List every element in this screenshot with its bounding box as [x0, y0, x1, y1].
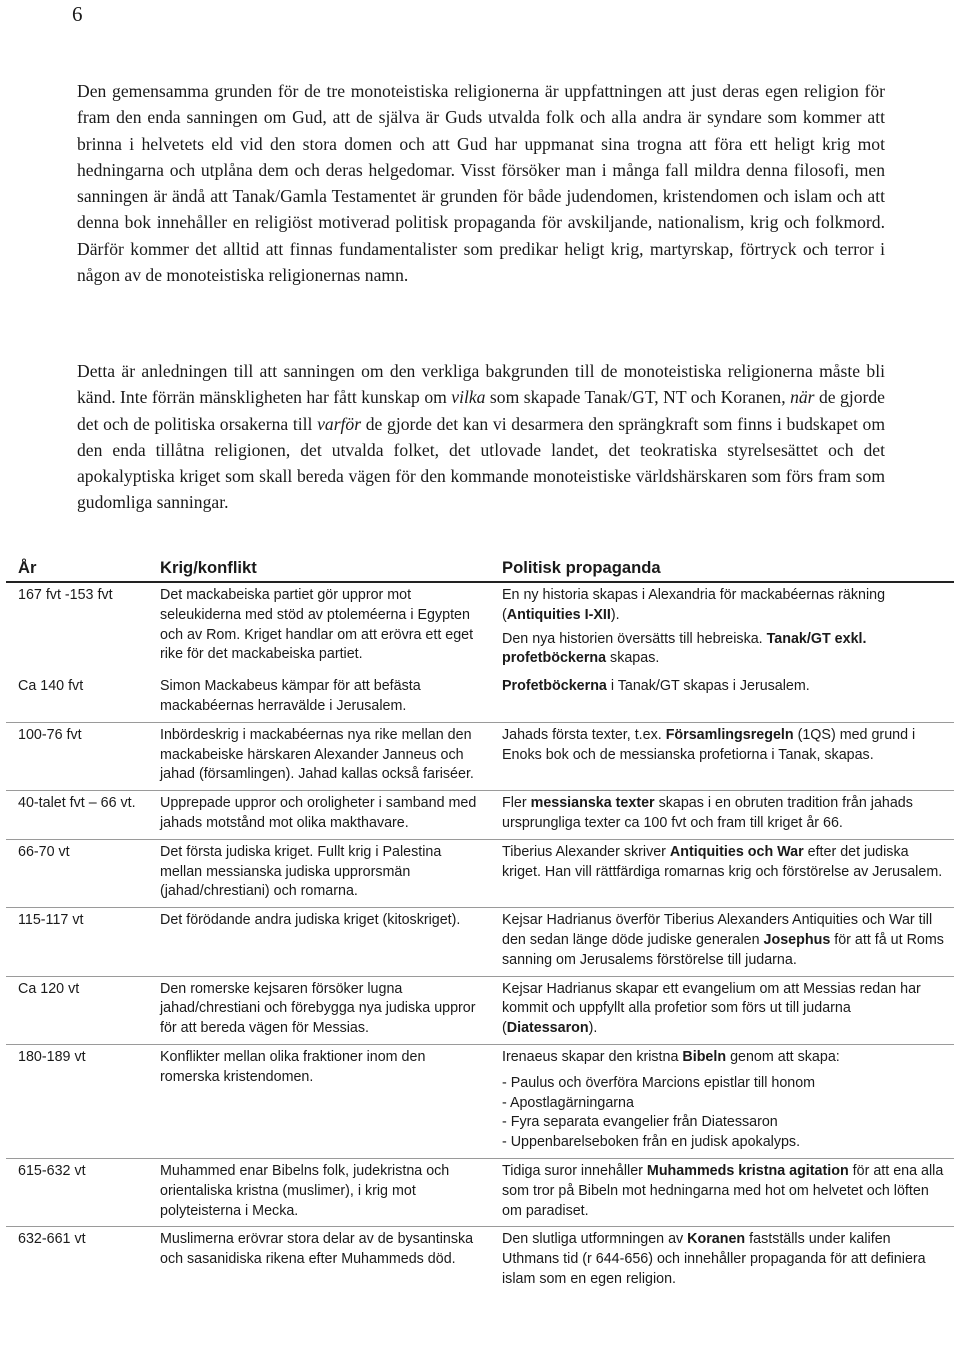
- row-conflict: Upprepade uppror och oroligheter i samband med jahads motstånd mot olika makthavare.: [148, 791, 490, 840]
- row-year: 615-632 vt: [6, 1158, 148, 1226]
- row-year: 66-70 vt: [6, 839, 148, 907]
- row-year: 100-76 fvt: [6, 722, 148, 790]
- propaganda-line: Fler messianska texter skapas i en obruten tradition från jahads ursprungliga texter ca 100 fvt och fram till kriget år 66.: [502, 795, 913, 831]
- row-year: 167 fvt -153 fvt: [6, 582, 148, 674]
- table-header-row: [6, 554, 954, 582]
- propaganda-line: Kejsar Hadrianus överför Tiberius Alexanders Antiquities och War till den sedan länge döde judiske generalen Josephus för att få ut Roms sanning om Jerusalems förstörelse till judarna.: [502, 912, 944, 968]
- list-item: - Apostlagärningarna: [502, 1094, 634, 1111]
- table-row: [6, 908, 954, 976]
- row-propaganda: [490, 976, 954, 1044]
- propaganda-line: Den nya historien översätts till hebreiska. Tanak/GT exkl. profetböckerna skapas.: [502, 630, 867, 667]
- propaganda-line: Profetböckerna i Tanak/GT skapas i Jerusalem.: [502, 678, 810, 695]
- row-year: 180-189 vt: [6, 1044, 148, 1158]
- header-propaganda: Politisk propaganda: [490, 554, 954, 582]
- list-item: - Fyra separata evangelier från Diatessaron: [502, 1114, 778, 1131]
- row-conflict: Det förödande andra judiska kriget (kitoskriget).: [148, 908, 490, 976]
- row-propaganda: [490, 674, 954, 722]
- row-propaganda: [490, 582, 954, 674]
- row-year: Ca 120 vt: [6, 976, 148, 1044]
- row-conflict: Den romerske kejsaren försöker lugna jahad/chrestiani och förebygga nya judiska uppror för att bereda vägen för Messias.: [148, 976, 490, 1044]
- row-conflict: Inbördeskrig i mackabéernas nya rike mellan den mackabeiske härskaren Alexander Janneus och jahad (församlingen). Jahad kallas också fariséer.: [148, 722, 490, 790]
- table-row: [6, 1044, 954, 1158]
- table-row: [6, 791, 954, 840]
- row-propaganda: [490, 1158, 954, 1226]
- table-row: [6, 1158, 954, 1226]
- row-year: 632-661 vt: [6, 1227, 148, 1295]
- row-year: Ca 140 fvt: [18, 678, 84, 695]
- row-propaganda: [490, 791, 954, 840]
- propaganda-line: Tidiga suror innehåller Muhammeds kristna agitation för att ena alla som tror på Bibeln mot hedningarna med hot om helvetet och löften om paradiset.: [502, 1162, 944, 1219]
- row-propaganda: [490, 1227, 954, 1295]
- table-row: [6, 1227, 954, 1295]
- intro-paragraph: Den gemensamma grunden för de tre monoteistiska religionerna är uppfattningen att just deras egen religion för fram den enda sanningen om Gud, att de själva är Guds utvalda folk och alla andra är syndare som kommer att brinna i helvetets eld vid den stora domen och att Gud har uppmanat sina trogna att föra ett heligt krig mot hedningarna och utplåna dem och deras helgedomar. Visst försöker man i många fall mildra denna filosofi, men sanningen är ändå att Tanak/Gamla Testamentet är grunden för både judendomen, kristendomen och islam och att denna bok innehåller en religiöst motiverad politisk propaganda för avskiljande, nationalism, krig och folkmord. Därför kommer det alltid att finnas fundamentalister som predikar heligt krig, martyrskap, förtryck och terror i någon av de monoteistiska religionernas namn.: [77, 81, 885, 286]
- table-row: [6, 582, 954, 674]
- row-conflict: Konflikter mellan olika fraktioner inom den romerska kristendomen.: [148, 1044, 490, 1158]
- row-conflict: Simon Mackabeus kämpar för att befästa mackabéernas herravälde i Jerusalem.: [160, 678, 421, 714]
- propaganda-line: Tiberius Alexander skriver Antiquities och War efter det judiska kriget. Han vill rättfärdiga romarnas krig och förstörelse av Jerusalem.: [502, 843, 943, 880]
- row-conflict: Det mackabeiska partiet gör uppror mot seleukiderna med stöd av ptoleméerna i Egypten och av Rom. Kriget handlar om att erövra ett eget rike för det mackabeiska partiet.: [148, 582, 490, 674]
- timeline-table: [6, 554, 954, 1295]
- propaganda-line: Irenaeus skapar den kristna Bibeln genom att skapa:: [502, 1048, 840, 1065]
- table-row: [6, 722, 954, 790]
- propaganda-line: Den slutliga utformningen av Koranen fastställs under kalifen Uthmans tid (r 644-656) och innehåller propaganda för att definiera islam som en egen religion.: [502, 1231, 926, 1287]
- table-row: [6, 839, 954, 907]
- row-year: 115-117 vt: [6, 908, 148, 976]
- row-year: 40-talet fvt – 66 vt.: [6, 791, 148, 840]
- header-conflict: Krig/konflikt: [148, 554, 490, 582]
- table-row: [6, 674, 954, 722]
- timeline-body: [6, 582, 954, 1295]
- row-propaganda: [490, 722, 954, 790]
- row-propaganda: [490, 1044, 954, 1158]
- row-conflict: Muhammed enar Bibelns folk, judekristna och orientaliska kristna (muslimer), i krig mot polyteisterna i Mecka.: [148, 1158, 490, 1226]
- row-propaganda: [490, 839, 954, 907]
- second-paragraph: Detta är anledningen till att sanningen om den verkliga bakgrunden till de monoteistiska religionerna måste bli känd. Inte förrän mänskligheten har fått kunskap om vilka som skapade Tanak/GT, NT och Koranen, när de gjorde det och de politiska orsakerna till varför de gjorde det kan vi desarmera den sprängkraft som finns i budskapet om den enda tillåtna religionen, det utvalda folket, det utlovade landet, det teokratiska styrelsesättet och det apokalyptiska kriget som skall bereda vägen för den kommande monoteistiske världshärskaren som förs fram som gudomliga sanningar.: [77, 361, 885, 513]
- page-number: 6: [72, 2, 83, 26]
- propaganda-line: En ny historia skapas i Alexandria för mackabéernas räkning (Antiquities I-XII).: [502, 587, 886, 623]
- row-conflict: Det första judiska kriget. Fullt krig i Palestina mellan messianska judiska upprorsmän (jahad/chrestiani) och romarna.: [148, 839, 490, 907]
- propaganda-line: Kejsar Hadrianus skapar ett evangelium om att Messias redan har kommit och uppfyllt alla profetior som förs ut till judarna (Diatessaron).: [502, 980, 921, 1037]
- table-row: [6, 976, 954, 1044]
- propaganda-list: [502, 1074, 946, 1153]
- row-propaganda: [490, 908, 954, 976]
- propaganda-line: Jahads första texter, t.ex. Församlingsregeln (1QS) med grund i Enoks bok och de messianska profetiorna i Tanak, skapas.: [502, 726, 916, 763]
- list-item: - Uppenbarelseboken från en judisk apokalyps.: [502, 1134, 801, 1151]
- list-item: - Paulus och överföra Marcions epistlar till honom: [502, 1074, 816, 1091]
- header-year: År: [6, 554, 148, 582]
- row-conflict: Muslimerna erövrar stora delar av de bysantinska och sasanidiska rikena efter Muhammeds död.: [148, 1227, 490, 1295]
